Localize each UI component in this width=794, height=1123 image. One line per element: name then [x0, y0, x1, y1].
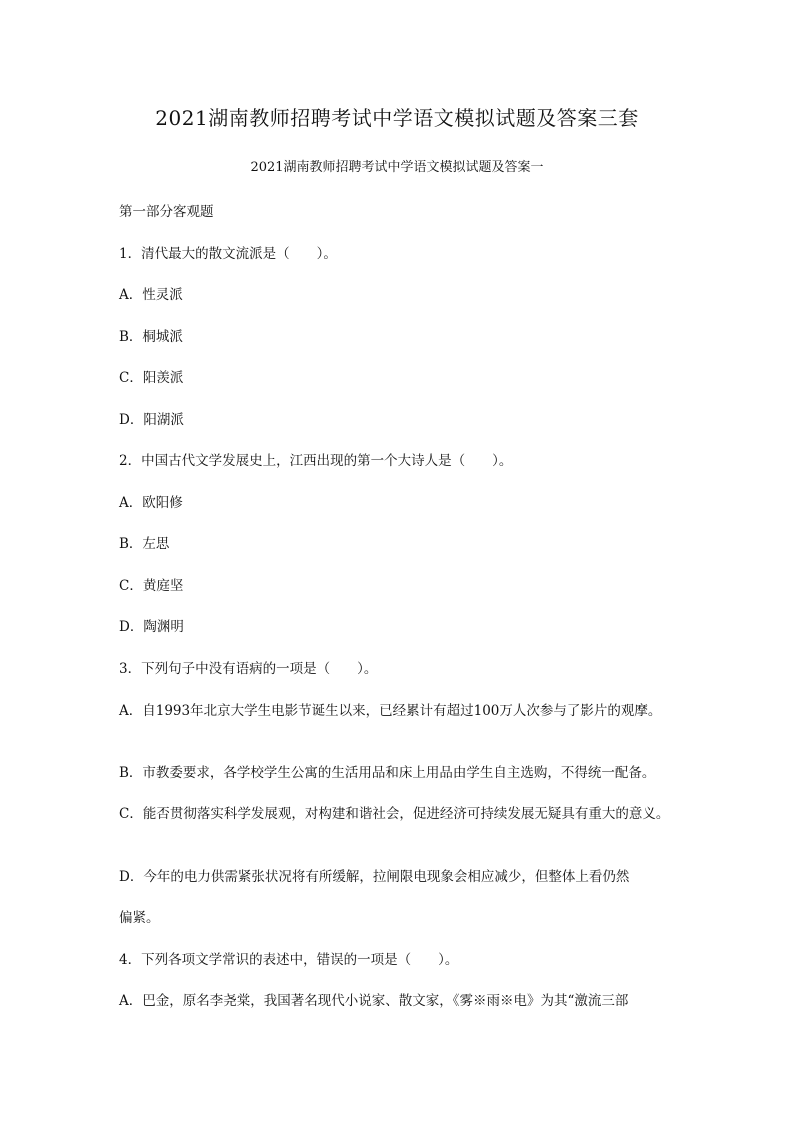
q2-option-b: B．左思 [119, 536, 170, 552]
document-title: 2021湖南教师招聘考试中学语文模拟试题及答案三套 [155, 106, 639, 130]
q4-option-a: A．巴金，原名李尧棠，我国著名现代小说家、散文家，《雾※雨※电》为其“激流三部 [119, 993, 629, 1009]
question-3: 3．下列句子中没有语病的一项是（ ）。 [119, 661, 378, 677]
q3-option-a: A．自1993年北京大学生电影节诞生以来，已经累计有超过100万人次参与了影片的观摩。 [119, 703, 662, 719]
q1-option-c: C．阳羡派 [119, 370, 184, 386]
q1-option-a: A．性灵派 [119, 287, 183, 303]
question-2: 2．中国古代文学发展史上，江西出现的第一个大诗人是（ ）。 [119, 453, 513, 469]
q2-option-a: A．欧阳修 [119, 495, 183, 511]
q1-option-b: B．桐城派 [119, 329, 183, 345]
section-heading: 第一部分客观题 [119, 204, 214, 220]
q1-option-d: D．阳湖派 [119, 412, 184, 428]
q3-option-b: B．市教委要求，各学校学生公寓的生活用品和床上用品由学生自主选购，不得统一配备。 [119, 765, 656, 781]
question-4: 4．下列各项文学常识的表述中，错误的一项是（ ）。 [119, 952, 459, 968]
q3-option-d: D．今年的电力供需紧张状况将有所缓解，拉闸限电现象会相应减少，但整体上看仍然 [119, 869, 630, 885]
document-subtitle: 2021湖南教师招聘考试中学语文模拟试题及答案一 [250, 160, 544, 175]
q2-option-c: C．黄庭坚 [119, 578, 184, 594]
q3-option-c: C．能否贯彻落实科学发展观，对构建和谐社会，促进经济可持续发展无疑具有重大的意义。 [119, 806, 670, 822]
q2-option-d: D．陶渊明 [119, 619, 184, 635]
question-1: 1．清代最大的散文流派是（ ）。 [119, 246, 337, 262]
q3-option-d-continued: 偏紧。 [119, 910, 160, 926]
